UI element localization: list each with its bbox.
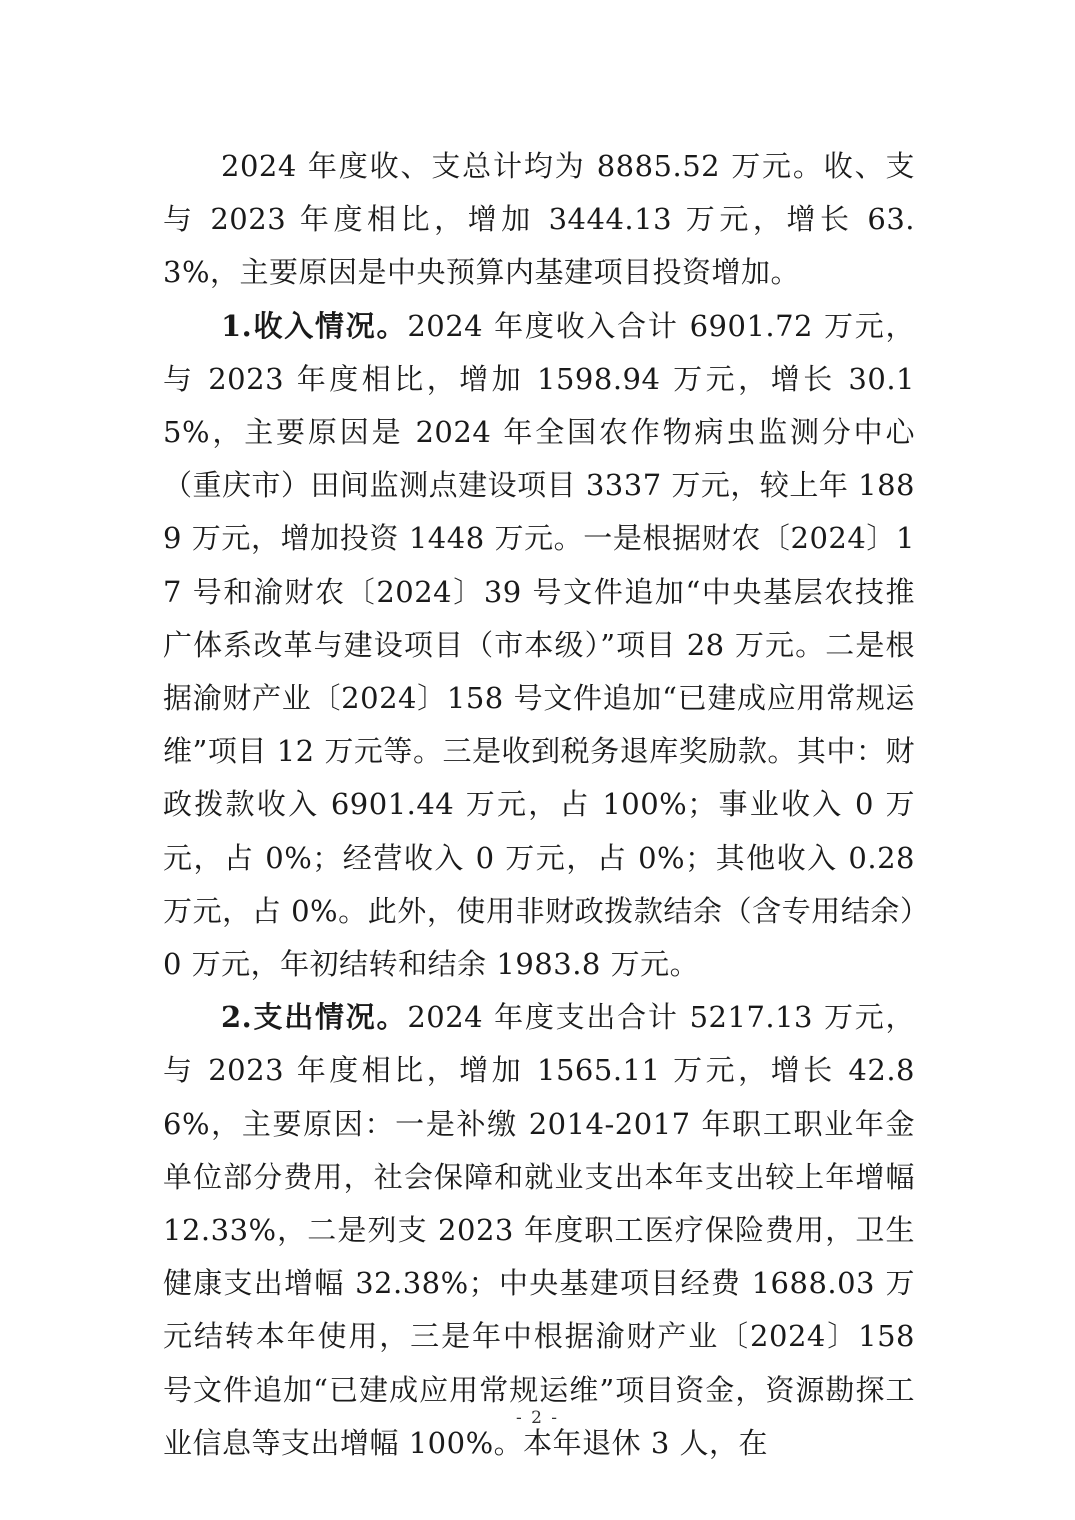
paragraph-heading-expenditure: 2.支出情况。 <box>221 1000 408 1035</box>
paragraph-heading-income: 1.收入情况。 <box>221 308 408 343</box>
paragraph-text: 2024 年度收、支总计均为 8885.52 万元。收、支与 2023 年度相比，增加 3444.13 万元，增长 63.3%，主要原因是中央预算内基建项目投资增加。 <box>163 149 915 290</box>
page-number: - 2 - <box>515 1408 560 1428</box>
paragraph-expenditure <box>163 991 915 1470</box>
paragraph-text-expenditure: 2024 年度支出合计 5217.13 万元，与 2023 年度相比，增加 1565.11 万元，增长 42.86%，主要原因：一是补缴 2014-2017 年职工职业年金单位部分费用，社会保障和就业支出本年支出较上年增幅 12.33%，二是列支 2023 年度职工医疗保险费用，卫生健康支出增幅 32.38%；中央基建项目经费 1688.03 万元结转本年使用，三是年中根据渝财产业〔2024〕158 号文件追加“已建成应用常规运维”项目资金，资源勘探工业信息等支出增幅 100%。本年退休 3 人，在 <box>163 1000 915 1460</box>
paragraph-text-income: 2024 年度收入合计 6901.72 万元，与 2023 年度相比，增加 1598.94 万元，增长 30.15%，主要原因是 2024 年全国农作物病虫监测分中心（重庆市）田间监测点建设项目 3337 万元，较上年 1889 万元，增加投资 1448 万元。一是根据财农〔2024〕17 号和渝财农〔2024〕39 号文件追加“中央基层农技推广体系改革与建设项目（市本级）”项目 28 万元。二是根据渝财产业〔2024〕158 号文件追加“已建成应用常规运维”项目 12 万元等。三是收到税务退库奖励款。其中：财政拨款收入 6901.44 万元，占 100%；事业收入 0 万元，占 0%；经营收入 0 万元，占 0%；其他收入 0.28 万元，占 0%。此外，使用非财政拨款结余（含专用结余）0 万元，年初结转和结余 1983.8 万元。 <box>163 308 915 982</box>
document-body <box>163 140 915 1470</box>
paragraph-income <box>163 300 915 992</box>
paragraph-total <box>163 140 915 300</box>
